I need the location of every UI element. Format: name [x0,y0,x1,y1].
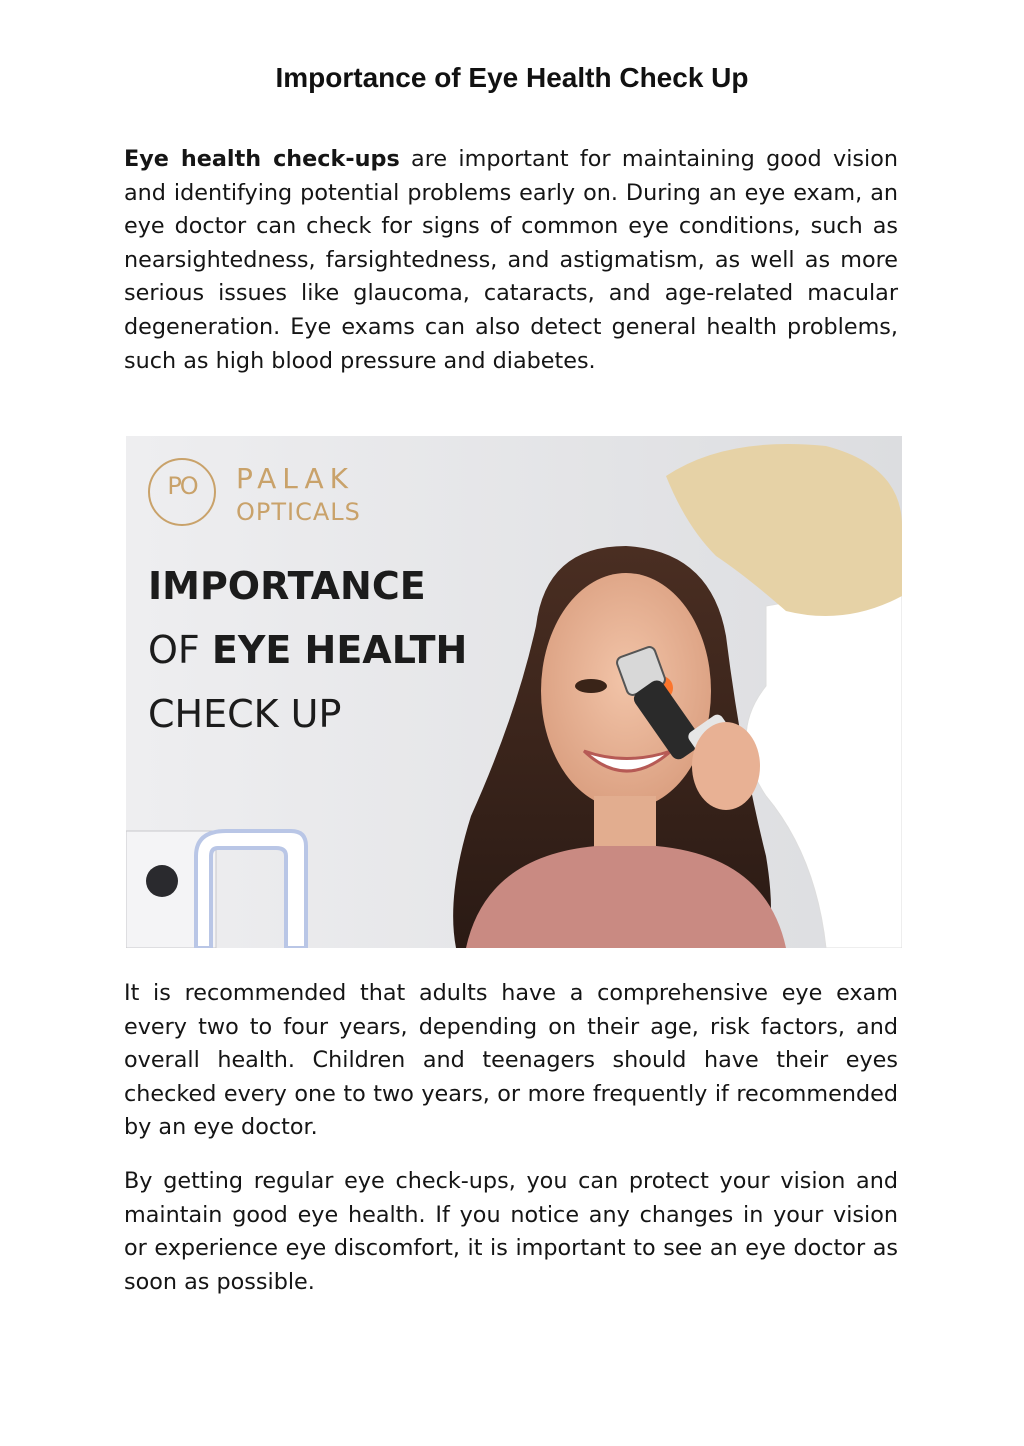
intro-paragraph [124,143,898,378]
closing-paragraph: By getting regular eye check-ups, you can protect your vision and maintain good eye health. If you notice any changes in your vision or experience eye discomfort, it is important to see an eye doctor as soon as possible. [124,1168,898,1295]
brand-name-line2: OPTICALS [236,498,361,526]
banner-heading-line1: IMPORTANCE [148,564,426,608]
banner-heading-line2-prefix: OF [148,628,212,672]
intro-bold-lead: Eye health check-ups [124,146,400,172]
brand-name-line1: PALAK [236,462,355,495]
intro-text: are important for maintaining good vision and identifying potential problems early on. During an eye exam, an eye doctor can check for signs of common eye conditions, such as nearsightedness, farsightedness, and astigmatism, as well as more serious issues like glaucoma, cataracts, and age-related macular degeneration. Eye exams can also detect general health problems, such as high blood pressure and diabetes. [124,146,898,374]
banner-image [126,436,902,948]
recommendation-paragraph: It is recommended that adults have a comprehensive eye exam every two to four years, depending on their age, risk factors, and overall health. Children and teenagers should have their eyes checked every one to two years, or more frequently if recommended by an eye doctor. [124,980,898,1141]
palak-opticals-logo [148,454,398,532]
banner-heading-line2 [148,628,467,672]
logo-monogram: PO [167,472,197,500]
banner-heading-line2-bold: EYE HEALTH [211,628,468,672]
page-title: Importance of Eye Health Check Up [275,62,749,93]
banner-heading-line3: CHECK UP [148,692,342,736]
